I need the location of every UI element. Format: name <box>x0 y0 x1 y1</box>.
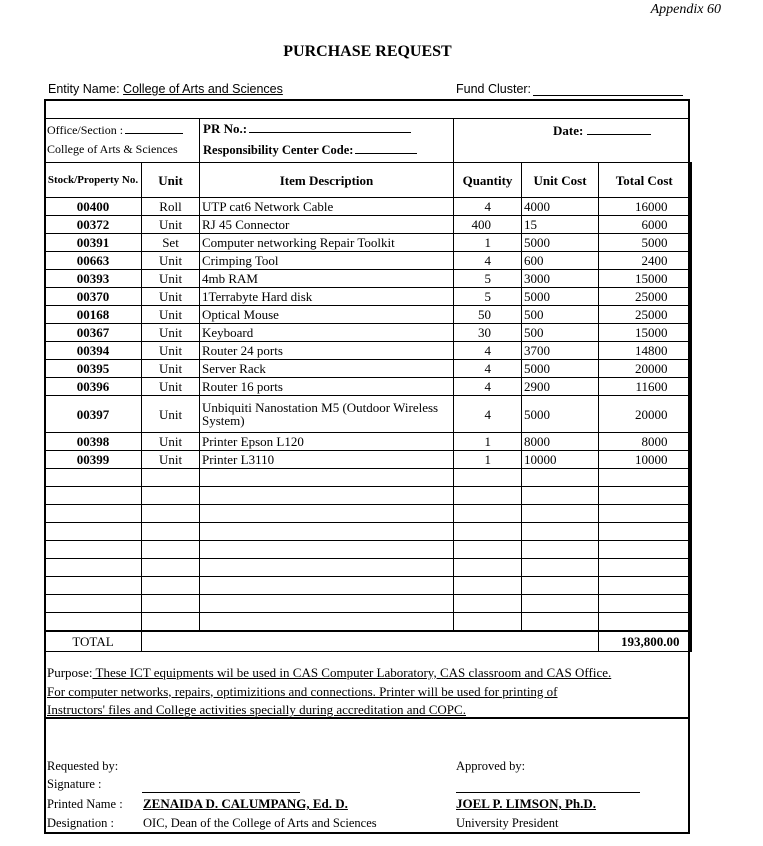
requested-signature-field[interactable] <box>142 792 300 793</box>
blank-cell[interactable] <box>599 523 691 541</box>
cell-item-description: Unbiquiti Nanostation M5 (Outdoor Wireless System) <box>200 396 454 433</box>
purpose-divider <box>44 717 690 719</box>
header-divider <box>44 118 690 119</box>
total-empty-cell <box>200 631 454 652</box>
cell-stock-no: 00399 <box>45 451 142 469</box>
cell-unit-cost: 2900 <box>522 378 599 396</box>
total-row <box>45 631 691 652</box>
date-label: Date: <box>553 123 584 138</box>
blank-cell[interactable] <box>142 469 200 487</box>
blank-row <box>45 595 691 613</box>
total-empty-cell <box>522 631 599 652</box>
cell-total-cost: 10000 <box>599 451 691 469</box>
blank-cell[interactable] <box>522 541 599 559</box>
cell-unit: Unit <box>142 270 200 288</box>
blank-cell[interactable] <box>522 559 599 577</box>
cell-unit-cost: 4000 <box>522 198 599 216</box>
blank-row <box>45 523 691 541</box>
cell-item-description: RJ 45 Connector <box>200 216 454 234</box>
blank-cell[interactable] <box>142 613 200 632</box>
cell-unit: Unit <box>142 342 200 360</box>
pr-number-row <box>203 121 411 137</box>
blank-cell[interactable] <box>142 595 200 613</box>
blank-cell[interactable] <box>142 541 200 559</box>
cell-unit: Roll <box>142 198 200 216</box>
cell-stock-no: 00372 <box>45 216 142 234</box>
cell-unit-cost: 15 <box>522 216 599 234</box>
fund-cluster-row <box>456 82 683 96</box>
cell-total-cost: 8000 <box>599 433 691 451</box>
header-divider-v2 <box>453 118 454 162</box>
blank-row <box>45 487 691 505</box>
approved-by-label: Approved by: <box>456 759 526 773</box>
blank-cell[interactable] <box>45 613 142 632</box>
cell-stock-no: 00398 <box>45 433 142 451</box>
header-unit-cost: Unit Cost <box>522 163 599 198</box>
blank-cell[interactable] <box>45 541 142 559</box>
cell-item-description: 1Terrabyte Hard disk <box>200 288 454 306</box>
purpose-text-3: Instructors' files and College activities specially during accreditation and COPC. <box>47 702 466 717</box>
pr-number-label: PR No.: <box>203 121 248 136</box>
header-quantity: Quantity <box>454 163 522 198</box>
cell-unit-cost: 5000 <box>522 288 599 306</box>
blank-cell[interactable] <box>599 613 691 632</box>
table-row <box>45 216 691 234</box>
blank-cell[interactable] <box>200 559 454 577</box>
cell-unit: Unit <box>142 216 200 234</box>
cell-unit: Unit <box>142 433 200 451</box>
responsibility-center-row <box>203 142 417 158</box>
cell-item-description: Crimping Tool <box>200 252 454 270</box>
fund-cluster-label: Fund Cluster: <box>456 82 532 96</box>
header-item-description: Item Description <box>200 163 454 198</box>
table-row <box>45 451 691 469</box>
cell-total-cost: 15000 <box>599 270 691 288</box>
table-row <box>45 234 691 252</box>
blank-cell[interactable] <box>200 541 454 559</box>
blank-cell[interactable] <box>599 487 691 505</box>
blank-row <box>45 559 691 577</box>
cell-item-description: Router 24 ports <box>200 342 454 360</box>
cell-unit: Unit <box>142 360 200 378</box>
total-empty-cell <box>454 631 522 652</box>
approver-signature-field[interactable] <box>456 792 640 793</box>
cell-unit-cost: 500 <box>522 324 599 342</box>
blank-cell[interactable] <box>45 595 142 613</box>
cell-stock-no: 00397 <box>45 396 142 433</box>
responsibility-center-label: Responsibility Center Code: <box>203 143 354 157</box>
blank-cell[interactable] <box>142 577 200 595</box>
pr-number-field[interactable] <box>249 121 411 133</box>
cell-unit-cost: 5000 <box>522 360 599 378</box>
cell-item-description: Server Rack <box>200 360 454 378</box>
cell-unit-cost: 8000 <box>522 433 599 451</box>
cell-item-description: Keyboard <box>200 324 454 342</box>
office-section-row <box>47 123 183 138</box>
designation-label: Designation : <box>47 816 115 830</box>
requested-by-label: Requested by: <box>47 759 119 773</box>
purpose-text-2: For computer networks, repairs, optimizitions and connections. Printer will be used for printing of <box>47 683 558 699</box>
blank-row <box>45 469 691 487</box>
cell-total-cost: 20000 <box>599 396 691 433</box>
blank-row <box>45 541 691 559</box>
office-section-field[interactable] <box>125 123 183 134</box>
approver-name: JOEL P. LIMSON, Ph.D. <box>456 796 597 811</box>
blank-cell[interactable] <box>200 577 454 595</box>
cell-total-cost: 16000 <box>599 198 691 216</box>
blank-cell[interactable] <box>454 577 522 595</box>
cell-total-cost: 20000 <box>599 360 691 378</box>
table-header-row <box>45 163 691 198</box>
cell-unit: Unit <box>142 396 200 433</box>
cell-stock-no: 00370 <box>45 288 142 306</box>
cell-stock-no: 00168 <box>45 306 142 324</box>
blank-cell[interactable] <box>454 523 522 541</box>
cell-total-cost: 25000 <box>599 288 691 306</box>
cell-item-description: 4mb RAM <box>200 270 454 288</box>
cell-unit: Unit <box>142 306 200 324</box>
cell-quantity: 4 <box>454 198 522 216</box>
blank-cell[interactable] <box>454 541 522 559</box>
blank-row <box>45 577 691 595</box>
blank-cell[interactable] <box>200 469 454 487</box>
cell-unit-cost: 10000 <box>522 451 599 469</box>
cell-quantity: 5 <box>454 270 522 288</box>
blank-cell[interactable] <box>142 559 200 577</box>
total-label: TOTAL <box>45 631 142 652</box>
blank-cell[interactable] <box>522 577 599 595</box>
cell-total-cost: 11600 <box>599 378 691 396</box>
cell-item-description: Computer networking Repair Toolkit <box>200 234 454 252</box>
cell-unit-cost: 600 <box>522 252 599 270</box>
blank-cell[interactable] <box>142 487 200 505</box>
blank-cell[interactable] <box>200 487 454 505</box>
table-row <box>45 360 691 378</box>
cell-quantity: 1 <box>454 234 522 252</box>
cell-unit-cost: 500 <box>522 306 599 324</box>
cell-total-cost: 5000 <box>599 234 691 252</box>
cell-stock-no: 00663 <box>45 252 142 270</box>
blank-cell[interactable] <box>599 505 691 523</box>
cell-unit: Unit <box>142 252 200 270</box>
cell-item-description: UTP cat6 Network Cable <box>200 198 454 216</box>
cell-unit-cost: 5000 <box>522 234 599 252</box>
header-divider-v1 <box>199 118 200 162</box>
cell-unit: Unit <box>142 451 200 469</box>
cell-unit-cost: 3000 <box>522 270 599 288</box>
cell-quantity: 50 <box>454 306 522 324</box>
signature-label: Signature : <box>47 777 102 791</box>
blank-cell[interactable] <box>599 469 691 487</box>
cell-stock-no: 00391 <box>45 234 142 252</box>
purpose-block <box>47 664 687 720</box>
page-title: PURCHASE REQUEST <box>283 43 452 60</box>
date-field[interactable] <box>587 123 651 135</box>
blank-cell[interactable] <box>522 487 599 505</box>
cell-unit-cost: 3700 <box>522 342 599 360</box>
header-total-cost: Total Cost <box>599 163 691 198</box>
table-row <box>45 378 691 396</box>
requester-name: ZENAIDA D. CALUMPANG, Ed. D. <box>143 796 348 811</box>
cell-quantity: 4 <box>454 360 522 378</box>
blank-cell[interactable] <box>45 469 142 487</box>
table-row <box>45 324 691 342</box>
entity-name-row <box>48 82 283 96</box>
blank-cell[interactable] <box>142 523 200 541</box>
blank-cell[interactable] <box>454 487 522 505</box>
table-row <box>45 198 691 216</box>
purpose-label: Purpose: <box>47 665 93 680</box>
cell-item-description: Router 16 ports <box>200 378 454 396</box>
table-row <box>45 433 691 451</box>
cell-quantity: 4 <box>454 378 522 396</box>
cell-quantity: 4 <box>454 396 522 433</box>
table-row <box>45 306 691 324</box>
header-unit: Unit <box>142 163 200 198</box>
cell-stock-no: 00367 <box>45 324 142 342</box>
blank-cell[interactable] <box>522 505 599 523</box>
cell-unit-cost: 5000 <box>522 396 599 433</box>
blank-cell[interactable] <box>599 541 691 559</box>
requester-designation: OIC, Dean of the College of Arts and Sciences <box>143 816 377 830</box>
blank-cell[interactable] <box>200 505 454 523</box>
table-row <box>45 396 691 433</box>
cell-quantity: 30 <box>454 324 522 342</box>
blank-cell[interactable] <box>45 577 142 595</box>
cell-unit: Set <box>142 234 200 252</box>
date-row <box>553 123 651 139</box>
cell-stock-no: 00393 <box>45 270 142 288</box>
blank-cell[interactable] <box>454 505 522 523</box>
cell-unit: Unit <box>142 324 200 342</box>
cell-quantity: 1 <box>454 433 522 451</box>
blank-cell[interactable] <box>142 505 200 523</box>
blank-cell[interactable] <box>200 595 454 613</box>
blank-cell[interactable] <box>522 523 599 541</box>
entity-name-label: Entity Name: <box>48 82 120 96</box>
blank-cell[interactable] <box>522 595 599 613</box>
blank-cell[interactable] <box>454 613 522 632</box>
cell-unit: Unit <box>142 288 200 306</box>
blank-cell[interactable] <box>599 577 691 595</box>
cell-quantity: 5 <box>454 288 522 306</box>
blank-cell[interactable] <box>45 505 142 523</box>
cell-stock-no: 00394 <box>45 342 142 360</box>
cell-total-cost: 15000 <box>599 324 691 342</box>
cell-unit: Unit <box>142 378 200 396</box>
blank-cell[interactable] <box>454 595 522 613</box>
grand-total-value: 193,800.00 <box>599 631 691 652</box>
blank-cell[interactable] <box>200 613 454 632</box>
table-row <box>45 342 691 360</box>
appendix-number: Appendix 60 <box>650 2 721 17</box>
blank-row <box>45 505 691 523</box>
blank-row <box>45 613 691 632</box>
cell-total-cost: 2400 <box>599 252 691 270</box>
blank-cell[interactable] <box>454 559 522 577</box>
blank-cell[interactable] <box>45 559 142 577</box>
printed-name-label: Printed Name : <box>47 797 123 811</box>
blank-cell[interactable] <box>599 595 691 613</box>
table-row <box>45 288 691 306</box>
cell-total-cost: 6000 <box>599 216 691 234</box>
blank-cell[interactable] <box>45 487 142 505</box>
cell-quantity: 400 <box>454 216 522 234</box>
cell-total-cost: 14800 <box>599 342 691 360</box>
blank-cell[interactable] <box>522 613 599 632</box>
cell-stock-no: 00400 <box>45 198 142 216</box>
blank-cell[interactable] <box>454 469 522 487</box>
approver-designation: University President <box>456 816 559 830</box>
cell-quantity: 1 <box>454 451 522 469</box>
office-section-label: Office/Section : <box>47 123 124 137</box>
cell-stock-no: 00395 <box>45 360 142 378</box>
header-stock-no: Stock/Property No. <box>45 163 142 198</box>
blank-cell[interactable] <box>200 523 454 541</box>
items-table <box>44 162 692 652</box>
purpose-text-1: These ICT equipments wil be used in CAS Computer Laboratory, CAS classroom and CAS Office. <box>92 665 612 680</box>
cell-item-description: Optical Mouse <box>200 306 454 324</box>
cell-item-description: Printer Epson L120 <box>200 433 454 451</box>
cell-item-description: Printer L3110 <box>200 451 454 469</box>
table-row <box>45 270 691 288</box>
entity-name-value: College of Arts and Sciences <box>123 82 283 96</box>
purpose-line-1 <box>47 664 687 683</box>
office-section-value: College of Arts & Sciences <box>47 142 178 156</box>
fund-cluster-field[interactable] <box>533 84 683 96</box>
blank-cell[interactable] <box>522 469 599 487</box>
blank-cell[interactable] <box>599 559 691 577</box>
responsibility-center-field[interactable] <box>355 142 417 154</box>
blank-cell[interactable] <box>45 523 142 541</box>
cell-quantity: 4 <box>454 252 522 270</box>
total-empty-cell <box>142 631 200 652</box>
cell-quantity: 4 <box>454 342 522 360</box>
cell-stock-no: 00396 <box>45 378 142 396</box>
table-row <box>45 252 691 270</box>
cell-total-cost: 25000 <box>599 306 691 324</box>
